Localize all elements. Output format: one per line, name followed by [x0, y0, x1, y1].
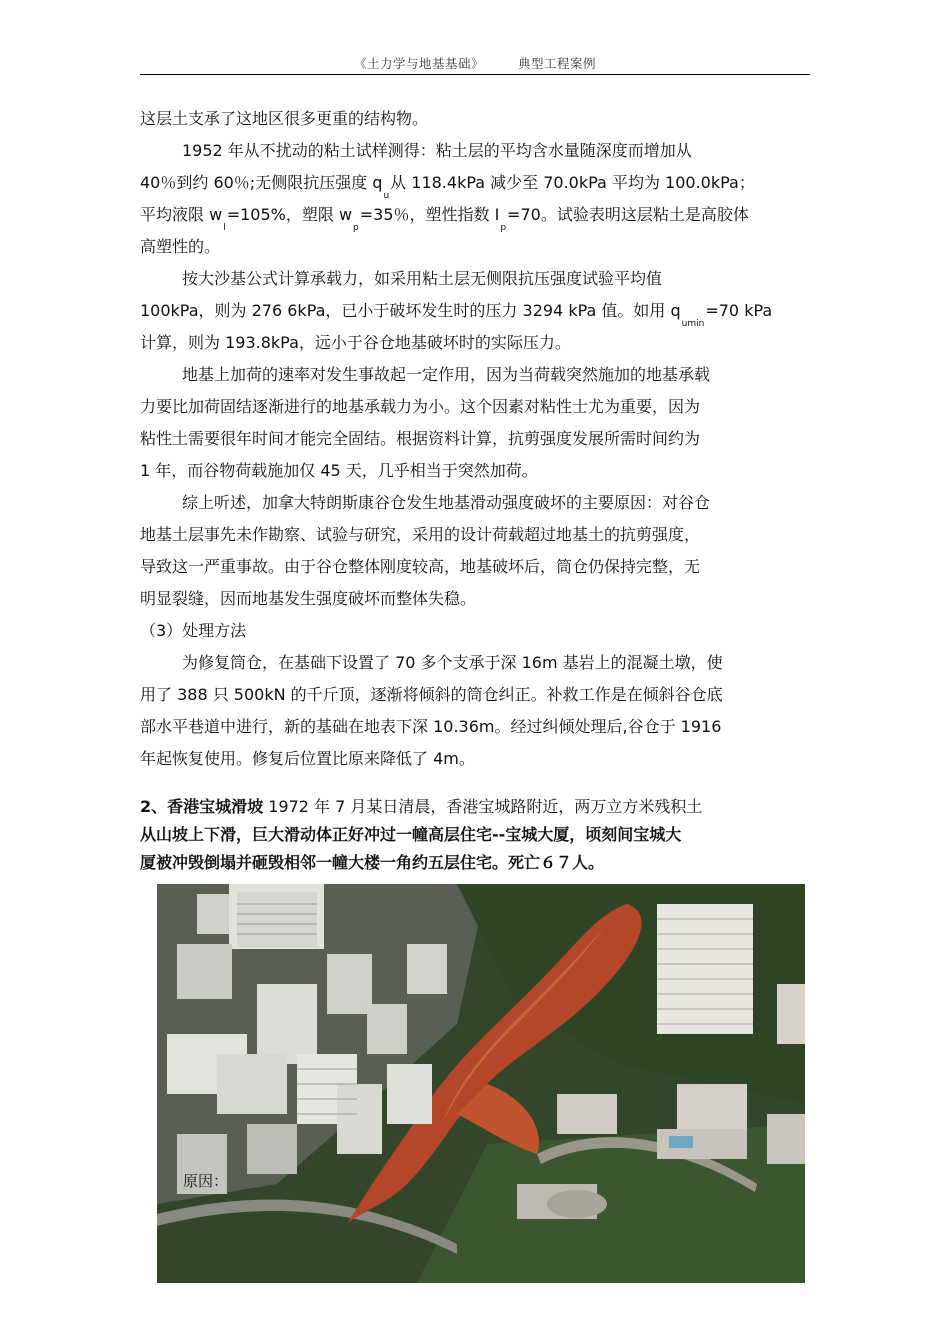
text-line: 这层土支承了这地区很多更重的结构物。	[140, 109, 429, 128]
text-line: 粘性土需要很年时间才能完全固结。根据资料计算，抗剪强度发展所需时间约为	[140, 429, 701, 448]
text-line: 计算，则为 193.8kPa，远小于谷仓地基破坏时的实际压力。	[140, 333, 571, 352]
book-title: 《土力学与地基基础》	[353, 56, 484, 71]
text-line: 100kPa，则为 276 6kPa，已小于破坏发生时的压力 3294 kPa 值。如用 $q_{umin}=70$ kPa	[140, 301, 773, 329]
text-line: 为修复筒仓，在基础下设置了 70 多个支承于深 16m 基岩上的混凝土墩，使	[182, 653, 723, 672]
page-header	[140, 54, 810, 75]
section-heading: （3）处理方法	[140, 621, 247, 640]
text-line: 地基土层事先未作勘察、试验与研究，采用的设计荷载超过地基土的抗剪强度，	[140, 525, 701, 544]
text-line: 1 年，而谷物荷载施加仅 45 天，几乎相当于突然加荷。	[140, 461, 538, 480]
text-line: 用了 388 只 500kN 的千斤顶，逐渐将倾斜的筒仓纠正。补救工作是在倾斜谷仓底	[140, 685, 723, 704]
text-line: 平均液限 $w_l=105\%$，塑限 $w_p=35$％，塑性指数 $I_p=70$。试验表明这层粘土是高胶体	[140, 205, 749, 233]
case-heading: 2、香港宝城滑坡 1972 年 7 月某日清晨，香港宝城路附近，两万立方米残积土	[140, 797, 703, 816]
case-text-line: 厦被冲毁倒塌并砸毁相邻一幢大楼一角约五层住宅。死亡６７人。	[140, 853, 605, 872]
landslide-photo	[157, 884, 805, 1283]
text-line: 年起恢复使用。修复后位置比原来降低了 4m。	[140, 749, 475, 768]
text-line: 40％到约 60％;无侧限抗压强度 $q_u$从 118.4kPa 减少至 70.0kPa 平均为 100.0kPa；	[140, 173, 755, 201]
text-line: 部水平巷道中进行，新的基础在地表下深 10.36m。经过纠倾处理后,谷仓于 1916	[140, 717, 722, 736]
section-title: 典型工程案例	[518, 56, 597, 71]
text-line: 明显裂缝，因而地基发生强度破坏而整体失稳。	[140, 589, 477, 608]
text-line: 综上听述，加拿大特朗斯康谷仓发生地基滑动强度破坏的主要原因：对谷仓	[182, 493, 711, 512]
case-text-line: 从山坡上下滑，巨大滑动体正好冲过一幢高层住宅--宝城大厦，顷刻间宝城大	[140, 825, 682, 844]
text-line: 1952 年从不扰动的粘土试样测得：粘土层的平均含水量随深度而增加从	[182, 141, 692, 160]
photo-caption: 原因：	[183, 1172, 229, 1190]
text-line: 地基上加荷的速率对发生事故起一定作用，因为当荷载突然施加的地基承载	[182, 365, 711, 384]
text-line: 导致这一严重事故。由于谷仓整体刚度较高，地基破坏后，筒仓仍保持完整，无	[140, 557, 701, 576]
text-line: 高塑性的。	[140, 237, 221, 256]
text-line: 按大沙基公式计算承载力，如采用粘土层无侧限抗压强度试验平均值	[182, 269, 663, 288]
text-line: 力要比加荷固结逐渐进行的地基承载力为小。这个因素对粘性士尤为重要，因为	[140, 397, 701, 416]
